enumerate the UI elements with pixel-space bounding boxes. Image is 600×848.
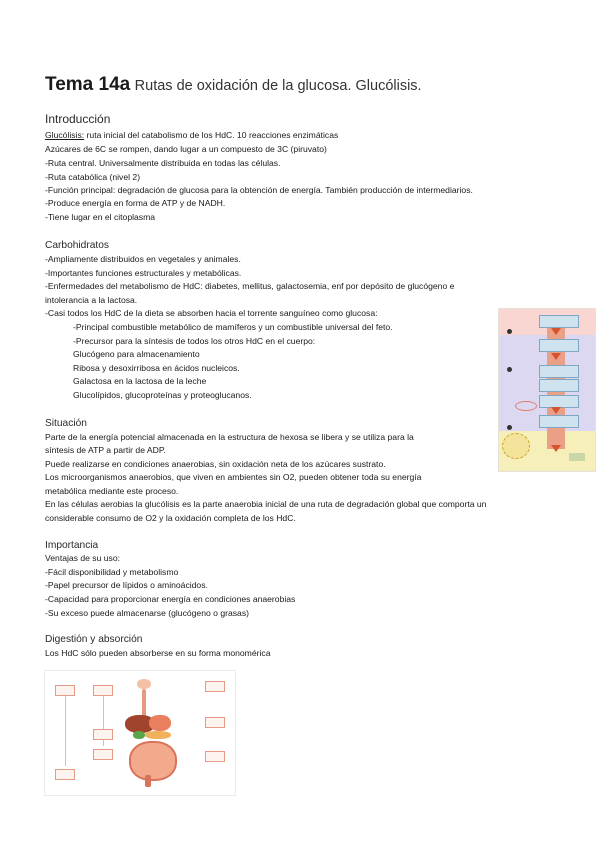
situacion-heading: Situación	[45, 418, 87, 429]
process-box	[205, 717, 225, 728]
page-title	[45, 74, 422, 96]
arrow-icon	[551, 407, 561, 414]
pathway-box	[539, 379, 579, 392]
process-box	[55, 685, 75, 696]
esophagus-shape	[142, 689, 146, 717]
flow-line	[65, 696, 66, 766]
process-box	[93, 729, 113, 740]
gallbladder-shape	[133, 731, 145, 739]
pancreas-shape	[145, 731, 171, 739]
glycolysis-pathway-figure	[498, 308, 596, 472]
importancia-heading: Importancia	[45, 540, 99, 551]
process-box	[93, 749, 113, 760]
carbo-line: -Casi todos los HdC de la dieta se absorben hacia el torrente sanguíneo como glucosa:	[45, 308, 378, 318]
carbo-line: -Ampliamente distribuidos en vegetales y animales.	[45, 254, 241, 264]
pathway-box	[539, 415, 579, 428]
mitochondrion-shape	[502, 433, 530, 459]
intro-first-line	[45, 130, 338, 141]
intro-first-rest: ruta inicial del catabolismo de los HdC. 10 reacciones enzimáticas	[84, 130, 339, 140]
intro-line: -Tiene lugar en el citoplasma	[45, 212, 156, 222]
situacion-line: síntesis de ATP a partir de ADP.	[45, 445, 166, 455]
process-box	[205, 681, 225, 692]
title-number: Tema 14a	[45, 74, 131, 95]
situacion-line: metabólica mediante este proceso.	[45, 486, 179, 496]
carbo-heading: Carbohidratos	[45, 240, 109, 251]
arrow-icon	[551, 445, 561, 452]
situacion-line: considerable consumo de O2 y la oxidación completa de los HdC.	[45, 513, 296, 523]
pathway-box	[539, 339, 579, 352]
intestine-shape	[129, 741, 177, 781]
rectum-shape	[145, 775, 151, 787]
step-dot	[507, 329, 512, 334]
carbo-indented-line: -Precursor para la síntesis de todos los otros HdC en el cuerpo:	[73, 336, 316, 346]
step-dot	[507, 367, 512, 372]
process-box	[205, 751, 225, 762]
digestion-line: Los HdC sólo pueden absorberse en su forma monomérica	[45, 648, 271, 658]
glucolisis-label: Glucólisis:	[45, 130, 85, 140]
situacion-line: Puede realizarse en condiciones anaerobias, sin oxidación neta de los azúcares sustrato.	[45, 459, 386, 469]
intro-line: -Función principal: degradación de glucosa para la obtención de energía. También producción de intermediarios.	[45, 185, 473, 195]
situacion-line: Parte de la energía potencial almacenada en la estructura de hexosa se libera y se utiliza para la	[45, 432, 414, 442]
title-text: Rutas de oxidación de la glucosa. Glucólisis.	[134, 78, 422, 94]
digestive-system-figure	[44, 670, 236, 796]
stomach-shape	[149, 715, 171, 731]
side-loop	[515, 401, 537, 411]
step-dot	[507, 425, 512, 430]
intro-line: -Ruta central. Universalmente distribuida en todas las células.	[45, 158, 281, 168]
pathway-box	[539, 315, 579, 328]
intro-line: Azúcares de 6C se rompen, dando lugar a un compuesto de 3C (piruvato)	[45, 144, 327, 154]
carbo-indented-line: Ribosa y desoxirribosa en ácidos nucleicos.	[73, 363, 240, 373]
carbo-line: -Importantes funciones estructurales y metabólicas.	[45, 268, 242, 278]
intro-line: -Ruta catabólica (nivel 2)	[45, 172, 141, 182]
importancia-line: -Su exceso puede almacenarse (glucógeno o grasas)	[45, 608, 249, 618]
arrow-icon	[551, 353, 561, 360]
process-box	[93, 685, 113, 696]
importancia-line: -Capacidad para proporcionar energía en condiciones anaerobias	[45, 594, 296, 604]
situacion-line: Los microorganismos anaerobios, que viven en ambientes sin O2, pueden obtener toda su energía	[45, 472, 422, 482]
carbo-indented-line: Glucógeno para almacenamiento	[73, 349, 200, 359]
importancia-line: Ventajas de su uso:	[45, 553, 121, 563]
output-box	[569, 453, 585, 461]
carbo-line: intolerancia a la lactosa.	[45, 295, 138, 305]
importancia-line: -Fácil disponibilidad y metabolismo	[45, 567, 179, 577]
intro-line: -Produce energía en forma de ATP y de NADH.	[45, 198, 226, 208]
carbo-indented-line: Glucolípidos, glucoproteínas y proteoglucanos.	[73, 390, 252, 400]
digestion-heading: Digestión y absorción	[45, 634, 143, 645]
carbo-indented-line: Galactosa en la lactosa de la leche	[73, 376, 207, 386]
mouth-shape	[137, 679, 151, 689]
intro-heading: Introducción	[45, 112, 111, 126]
arrow-icon	[551, 328, 561, 335]
process-box	[55, 769, 75, 780]
situacion-line: En las células aerobias la glucólisis es la parte anaerobia inicial de una ruta de degradación global que comporta un	[45, 499, 487, 509]
carbo-indented-line: -Principal combustible metabólico de mamíferos y un combustible universal del feto.	[73, 322, 393, 332]
importancia-line: -Papel precursor de lípidos o aminoácidos.	[45, 580, 208, 590]
pathway-box	[539, 365, 579, 378]
carbo-line: -Enfermedades del metabolismo de HdC: diabetes, mellitus, galactosemia, enf por depósito de glucógeno e	[45, 281, 455, 291]
